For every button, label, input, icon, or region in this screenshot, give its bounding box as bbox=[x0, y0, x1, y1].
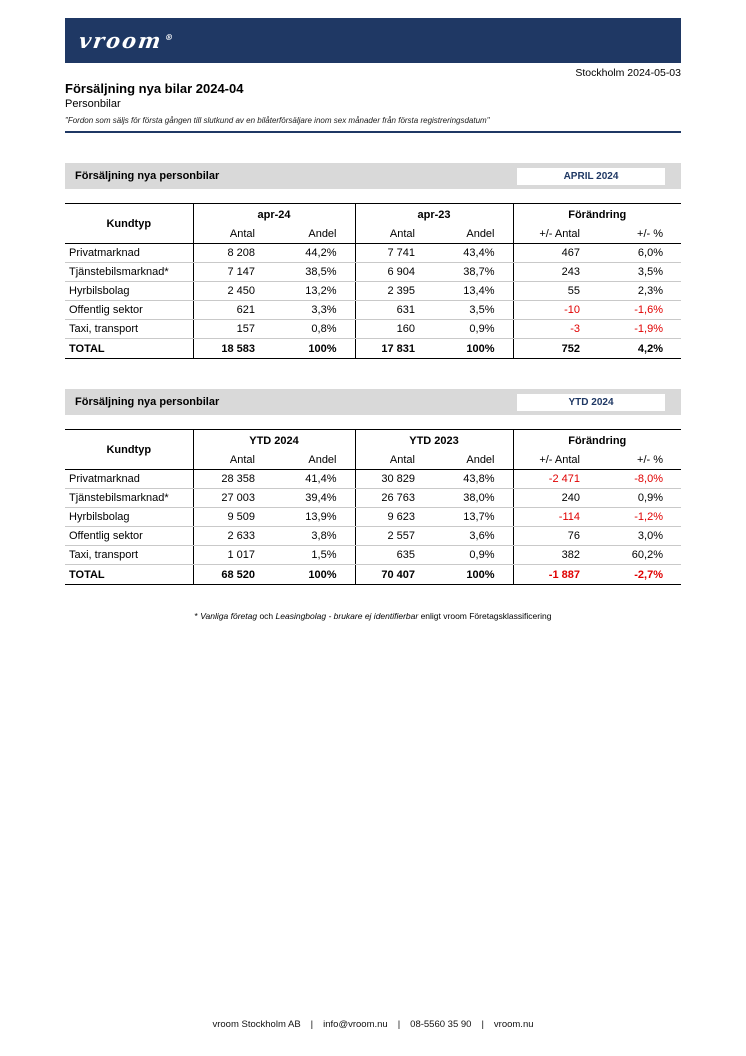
table-cell: 70 407 bbox=[355, 565, 433, 585]
table-cell: -2,7% bbox=[598, 565, 681, 585]
row-label: Offentlig sektor bbox=[65, 527, 193, 546]
column-subheader: Antal bbox=[193, 452, 273, 470]
page-subtitle: Personbilar bbox=[65, 98, 121, 110]
table-cell: -2 471 bbox=[513, 470, 598, 489]
table-cell: 13,2% bbox=[273, 282, 355, 301]
table-cell: 3,8% bbox=[273, 527, 355, 546]
table-row bbox=[65, 244, 681, 263]
table-cell: 41,4% bbox=[273, 470, 355, 489]
table-row bbox=[65, 489, 681, 508]
table-cell: 9 509 bbox=[193, 508, 273, 527]
table-row bbox=[65, 320, 681, 339]
table-cell: 621 bbox=[193, 301, 273, 320]
column-group-header: Förändring bbox=[568, 434, 627, 447]
table-cell: 38,7% bbox=[433, 263, 513, 282]
table-cell: 0,9% bbox=[433, 320, 513, 339]
table-cell: 2 557 bbox=[355, 527, 433, 546]
table-cell: 17 831 bbox=[355, 339, 433, 359]
column-subheader: Andel bbox=[273, 452, 355, 470]
brand-header-bar bbox=[65, 18, 681, 63]
table-cell: -1 887 bbox=[513, 565, 598, 585]
table-cell: 0,9% bbox=[433, 546, 513, 565]
page-footer bbox=[0, 1019, 746, 1030]
column-subheader: Antal bbox=[193, 226, 273, 244]
vroom-logo bbox=[77, 28, 174, 53]
table-cell: 2 633 bbox=[193, 527, 273, 546]
table-cell: 13,4% bbox=[433, 282, 513, 301]
table-cell: 2 395 bbox=[355, 282, 433, 301]
row-label: Offentlig sektor bbox=[65, 301, 193, 320]
table-cell: 43,8% bbox=[433, 470, 513, 489]
table-row bbox=[65, 546, 681, 565]
table-cell: 43,4% bbox=[433, 244, 513, 263]
table-cell: -10 bbox=[513, 301, 598, 320]
table-cell: -8,0% bbox=[598, 470, 681, 489]
table-cell: 28 358 bbox=[193, 470, 273, 489]
definition-quote: "Fordon som säljs för första gången till slutkund av en bilåterförsäljare inom sex månader från första registreringsdatum" bbox=[65, 116, 490, 125]
table-cell: 100% bbox=[273, 565, 355, 585]
group-header-row bbox=[65, 204, 681, 226]
footnote-part: Leasingbolag - brukare ej identifierbar bbox=[275, 611, 419, 621]
column-subheader: +/- % bbox=[598, 452, 681, 470]
corner-header: Kundtyp bbox=[65, 430, 193, 470]
section-header-bar bbox=[65, 163, 681, 189]
footer-separator: | bbox=[481, 1019, 484, 1030]
table-cell: 2,3% bbox=[598, 282, 681, 301]
table-cell: 635 bbox=[355, 546, 433, 565]
footer-item: 08-5560 35 90 bbox=[410, 1019, 472, 1030]
column-subheader: +/- Antal bbox=[513, 226, 598, 244]
row-label: Hyrbilsbolag bbox=[65, 282, 193, 301]
table-cell: -3 bbox=[513, 320, 598, 339]
page-title: Försäljning nya bilar 2024-04 bbox=[65, 81, 244, 96]
table-cell: 55 bbox=[513, 282, 598, 301]
header-divider bbox=[65, 131, 681, 133]
row-label: Privatmarknad bbox=[65, 470, 193, 489]
table-cell: 243 bbox=[513, 263, 598, 282]
section-title: Försäljning nya personbilar bbox=[75, 170, 220, 182]
row-label: Taxi, transport bbox=[65, 320, 193, 339]
column-group-header: Förändring bbox=[568, 208, 627, 221]
table-cell: 3,6% bbox=[433, 527, 513, 546]
row-label: TOTAL bbox=[65, 339, 193, 359]
table-cell: 3,5% bbox=[598, 263, 681, 282]
table-row bbox=[65, 508, 681, 527]
group-header-row bbox=[65, 430, 681, 452]
column-group-header: apr-23 bbox=[355, 204, 513, 226]
total-row bbox=[65, 339, 681, 359]
table-cell: 26 763 bbox=[355, 489, 433, 508]
table-cell: 3,0% bbox=[598, 527, 681, 546]
table-body bbox=[65, 470, 681, 585]
table-cell: 382 bbox=[513, 546, 598, 565]
footer-separator: | bbox=[310, 1019, 314, 1030]
row-label: Tjänstebilsmarknad* bbox=[65, 263, 193, 282]
column-group-header: YTD 2024 bbox=[193, 430, 355, 452]
table-cell: 240 bbox=[513, 489, 598, 508]
table-row bbox=[65, 282, 681, 301]
table-cell: 160 bbox=[355, 320, 433, 339]
period-badge: YTD 2024 bbox=[517, 394, 665, 411]
table-cell: 6 904 bbox=[355, 263, 433, 282]
column-subheader: Andel bbox=[433, 226, 513, 244]
table-cell: 7 741 bbox=[355, 244, 433, 263]
row-label: TOTAL bbox=[65, 565, 193, 585]
table-cell: 13,9% bbox=[273, 508, 355, 527]
column-subheader: +/- Antal bbox=[513, 452, 598, 470]
table-row bbox=[65, 263, 681, 282]
table-cell: 27 003 bbox=[193, 489, 273, 508]
period-badge: APRIL 2024 bbox=[517, 168, 665, 185]
table-cell: 9 623 bbox=[355, 508, 433, 527]
table-cell: -114 bbox=[513, 508, 598, 527]
row-label: Tjänstebilsmarknad* bbox=[65, 489, 193, 508]
row-label: Hyrbilsbolag bbox=[65, 508, 193, 527]
table-cell: 4,2% bbox=[598, 339, 681, 359]
table-cell: 157 bbox=[193, 320, 273, 339]
table-cell: 1,5% bbox=[273, 546, 355, 565]
column-subheader: Antal bbox=[355, 226, 433, 244]
table-cell: 100% bbox=[273, 339, 355, 359]
table-cell: 631 bbox=[355, 301, 433, 320]
table-cell: 68 520 bbox=[193, 565, 273, 585]
table-cell: 100% bbox=[433, 565, 513, 585]
table-cell: 18 583 bbox=[193, 339, 273, 359]
table-cell: -1,9% bbox=[598, 320, 681, 339]
footnote bbox=[65, 611, 681, 621]
monthly-sales-table bbox=[65, 203, 681, 359]
table-cell: 38,5% bbox=[273, 263, 355, 282]
table-cell: 0,9% bbox=[598, 489, 681, 508]
total-row bbox=[65, 565, 681, 585]
row-label: Privatmarknad bbox=[65, 244, 193, 263]
footer-separator: | bbox=[397, 1019, 401, 1030]
table-row bbox=[65, 527, 681, 546]
footer-item: info@vroom.nu bbox=[323, 1019, 388, 1030]
table-cell: 60,2% bbox=[598, 546, 681, 565]
date-line: Stockholm 2024-05-03 bbox=[575, 67, 681, 79]
footnote-part: och bbox=[257, 611, 276, 621]
table-cell: -1,2% bbox=[598, 508, 681, 527]
section-title: Försäljning nya personbilar bbox=[75, 396, 220, 408]
column-subheader: Antal bbox=[355, 452, 433, 470]
table-cell: -1,6% bbox=[598, 301, 681, 320]
footer-item: vroom Stockholm AB bbox=[212, 1019, 301, 1030]
table-cell: 2 450 bbox=[193, 282, 273, 301]
table-cell: 7 147 bbox=[193, 263, 273, 282]
table-cell: 38,0% bbox=[433, 489, 513, 508]
table-row bbox=[65, 470, 681, 489]
table-cell: 6,0% bbox=[598, 244, 681, 263]
column-group-header: apr-24 bbox=[193, 204, 355, 226]
ytd-sales-table bbox=[65, 429, 681, 585]
registered-trademark-icon: ® bbox=[164, 32, 174, 42]
logo-text: vroom bbox=[77, 28, 165, 53]
table-cell: 100% bbox=[433, 339, 513, 359]
table-row bbox=[65, 301, 681, 320]
section-header-bar bbox=[65, 389, 681, 415]
table-body bbox=[65, 244, 681, 359]
corner-header: Kundtyp bbox=[65, 204, 193, 244]
monthly-sales-section bbox=[65, 163, 681, 359]
column-subheader: +/- % bbox=[598, 226, 681, 244]
table-cell: 752 bbox=[513, 339, 598, 359]
table-cell: 30 829 bbox=[355, 470, 433, 489]
table-cell: 0,8% bbox=[273, 320, 355, 339]
table-cell: 13,7% bbox=[433, 508, 513, 527]
footnote-part: enligt vroom Företagsklassificering bbox=[418, 611, 552, 621]
table-cell: 76 bbox=[513, 527, 598, 546]
column-subheader: Andel bbox=[433, 452, 513, 470]
column-group-header: YTD 2023 bbox=[355, 430, 513, 452]
row-label: Taxi, transport bbox=[65, 546, 193, 565]
table-cell: 3,3% bbox=[273, 301, 355, 320]
footnote-part: Vanliga företag bbox=[200, 611, 258, 621]
column-subheader: Andel bbox=[273, 226, 355, 244]
table-cell: 8 208 bbox=[193, 244, 273, 263]
footnote-part: * bbox=[194, 611, 201, 621]
table-cell: 3,5% bbox=[433, 301, 513, 320]
footer-item: vroom.nu bbox=[493, 1019, 534, 1030]
table-cell: 467 bbox=[513, 244, 598, 263]
table-cell: 44,2% bbox=[273, 244, 355, 263]
ytd-sales-section bbox=[65, 389, 681, 585]
table-cell: 39,4% bbox=[273, 489, 355, 508]
table-cell: 1 017 bbox=[193, 546, 273, 565]
